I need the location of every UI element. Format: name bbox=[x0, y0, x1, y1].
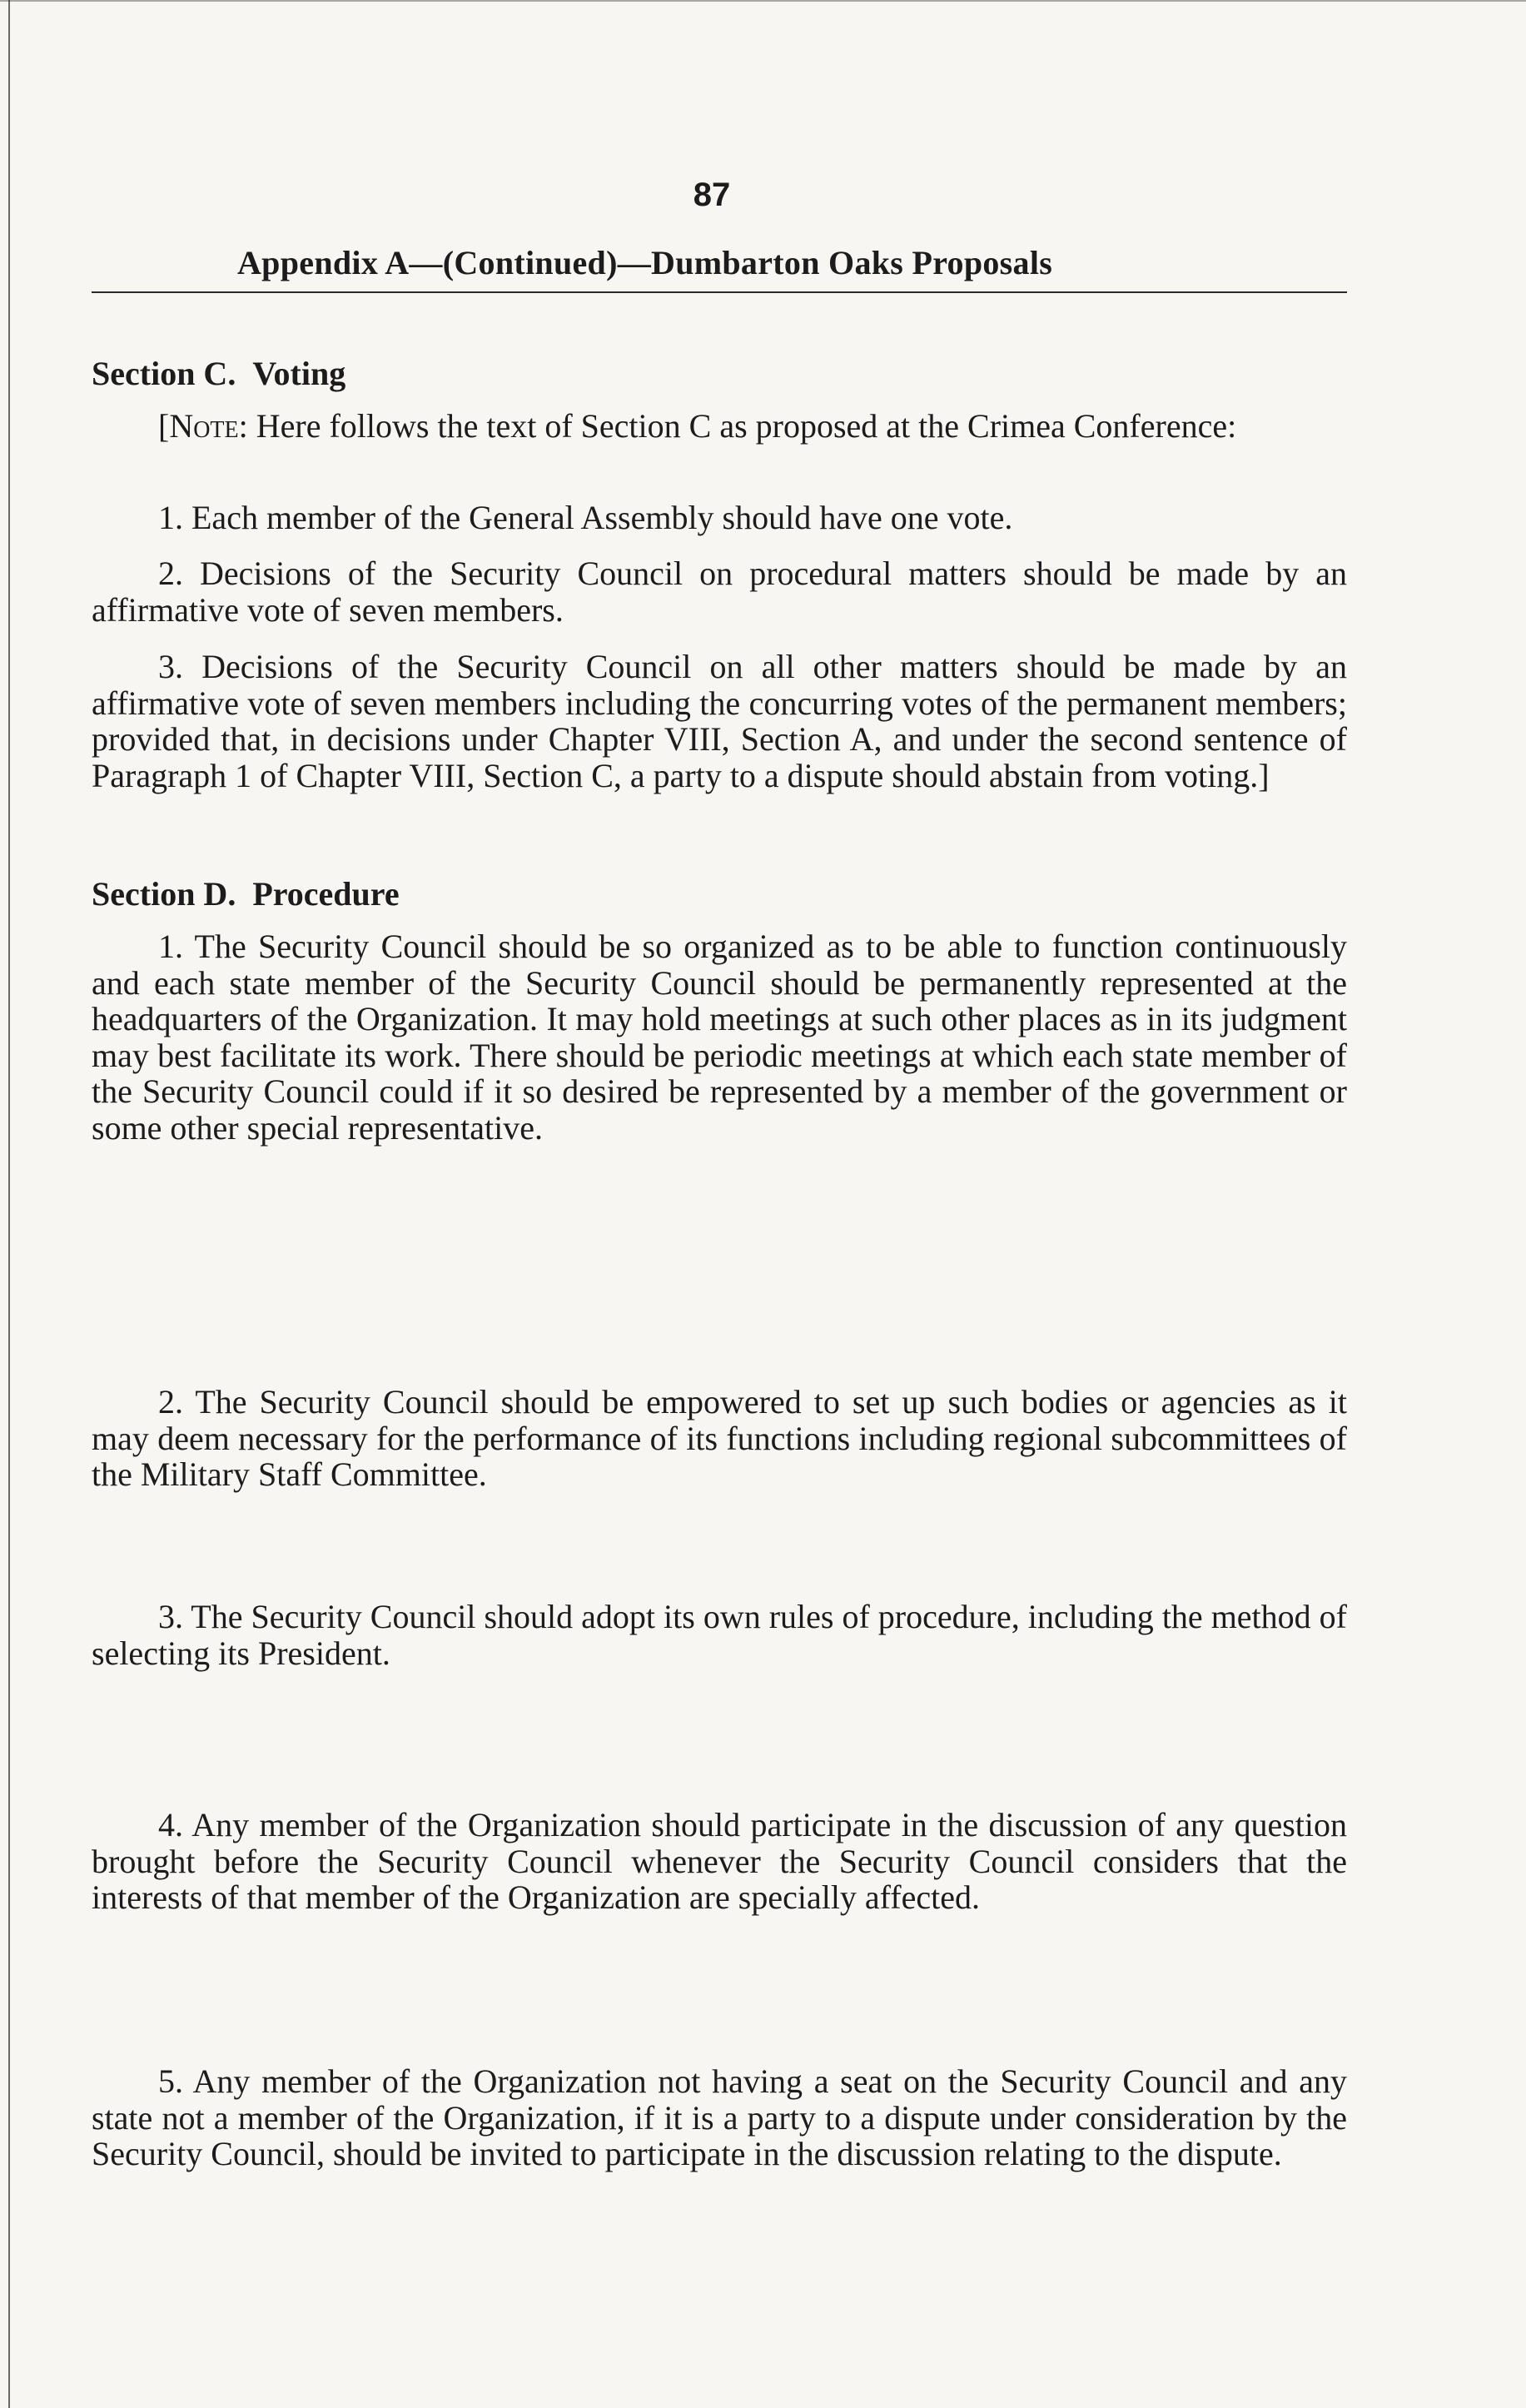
section-d-title: Procedure bbox=[252, 875, 400, 913]
section-d-item-4: 4. Any member of the Organization should participate in the discussion of any question brought before the Security Council whenever the Security Council considers that the interests of that member of the Organization are specially affected. bbox=[92, 1806, 1347, 1916]
scan-left-edge bbox=[8, 0, 10, 2408]
section-c-note bbox=[92, 408, 1347, 445]
section-c-label: Section C. bbox=[92, 355, 236, 392]
note-open-bracket: [ bbox=[158, 407, 170, 445]
section-d-item-2: 2. The Security Council should be empowered to set up such bodies or agencies as it may deem necessary for the performance of its functions including regional subcommittees of the Military Staff Committee. bbox=[92, 1383, 1347, 1493]
section-c-title: Voting bbox=[252, 355, 346, 392]
section-d-item-1: 1. The Security Council should be so organized as to be able to function continuously and each state member of the Security Council should be permanently represented at the headquarters of the Organization. It may hold meetings at such other places as in its judgment may best facilitate its work. There should be periodic meetings at which each state member of the Security Council could if it so desired be represented by a member of the government or some other special representative. bbox=[92, 928, 1347, 1147]
section-c-heading bbox=[92, 354, 345, 393]
section-c-item-2: 2. Decisions of the Security Council on procedural matters should be made by an affirmative vote of seven members. bbox=[92, 555, 1347, 629]
header-rule bbox=[92, 291, 1347, 293]
section-c-item-3: 3. Decisions of the Security Council on all other matters should be made by an affirmative vote of seven members including the concurring votes of the permanent members; provided that, in decisions under Chapter VIII, Section A, and under the second sentence of Paragraph 1 of Chapter VIII, Section C, a party to a dispute should abstain from voting.] bbox=[92, 648, 1347, 794]
section-d-label: Section D. bbox=[92, 875, 236, 913]
section-c-item-1: 1. Each member of the General Assembly should have one vote. bbox=[158, 499, 1013, 536]
section-d-item-3: 3. The Security Council should adopt its own rules of procedure, including the method of selecting its President. bbox=[92, 1598, 1347, 1672]
scan-top-edge bbox=[0, 0, 1526, 2]
page-number: 87 bbox=[693, 177, 731, 213]
section-d-item-5: 5. Any member of the Organization not having a seat on the Security Council and any state not a member of the Organization, if it is a party to a dispute under consideration by the Security Council, should be invited to participate in the discussion relating to the dispute. bbox=[92, 2062, 1347, 2172]
section-d-heading bbox=[92, 874, 400, 913]
note-label: Note bbox=[169, 407, 239, 445]
note-text: : Here follows the text of Section C as proposed at the Crimea Conference: bbox=[238, 407, 1237, 445]
running-head: Appendix A—(Continued)—Dumbarton Oaks Proposals bbox=[237, 244, 1053, 281]
